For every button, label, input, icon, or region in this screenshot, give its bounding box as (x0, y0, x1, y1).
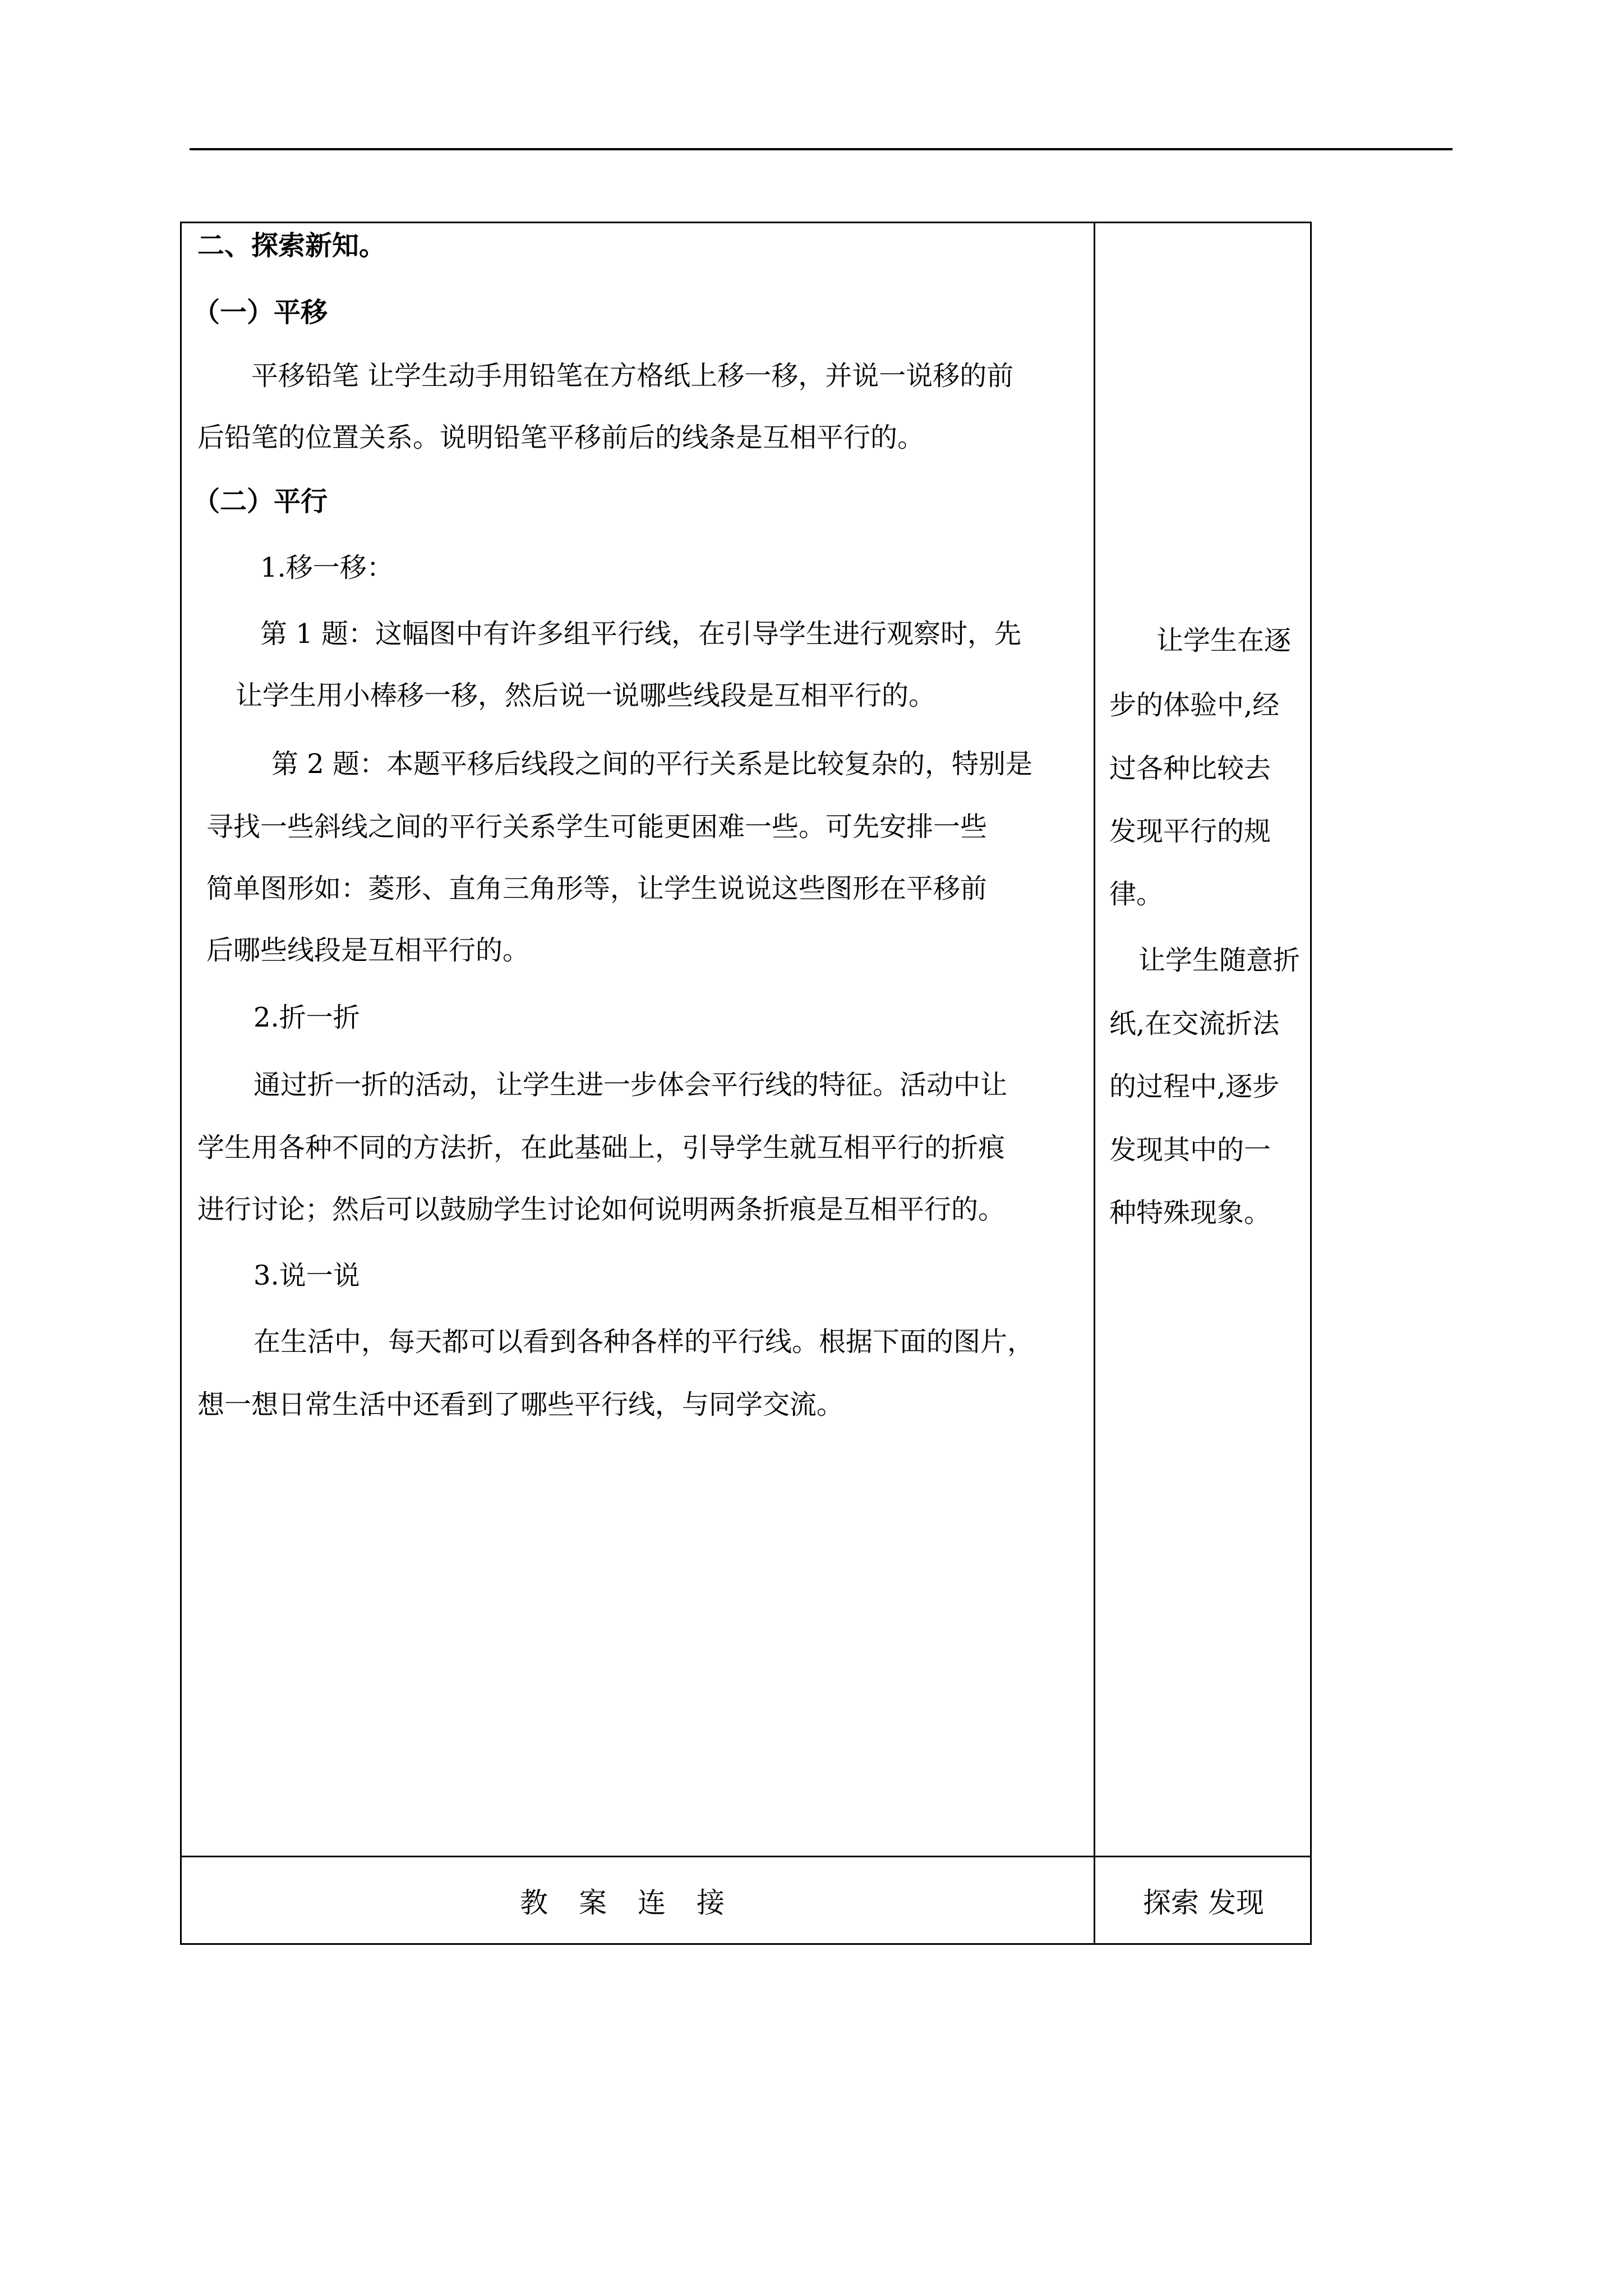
side-note-line: 步的体验中,经 (1109, 689, 1280, 721)
header-rule (190, 148, 1453, 150)
section-heading: 二、探索新知。 (197, 230, 386, 261)
side-notes-cell (1109, 223, 1300, 1853)
item2-paragraph-line: 通过折一折的活动，让学生进一步体会平行线的特征。活动中让 (253, 1069, 1008, 1101)
item1-title: 1.移一移： (260, 552, 394, 583)
column-divider (1094, 223, 1095, 1943)
side-note-line: 让学生在逐 (1156, 625, 1292, 656)
item1-question2-line: 简单图形如：菱形、直角三角形等，让学生说说这些图形在平移前 (206, 873, 988, 904)
item1-question2-line: 后哪些线段是互相平行的。 (206, 935, 530, 966)
item2-paragraph-line: 进行讨论；然后可以鼓励学生讨论如何说明两条折痕是互相平行的。 (197, 1194, 1006, 1225)
item2-paragraph-line: 学生用各种不同的方法折，在此基础上，引导学生就互相平行的折痕 (197, 1132, 1006, 1163)
main-content-cell (193, 223, 1082, 1853)
side-note-line: 的过程中,逐步 (1109, 1071, 1280, 1102)
side-note-line: 让学生随意折 (1138, 945, 1301, 976)
section1-paragraph-line: 平移铅笔 让学生动手用铅笔在方格纸上移一移，并说一说移的前 (251, 360, 1014, 392)
item3-paragraph-line: 在生活中，每天都可以看到各种各样的平行线。根据下面的图片， (253, 1326, 1035, 1358)
footer-label-left: 教案连接 (520, 1886, 755, 1919)
item1-question2-line: 寻找一些斜线之间的平行关系学生可能更困难一些。可先安排一些 (206, 811, 988, 843)
section1-paragraph-line: 后铅笔的位置关系。说明铅笔平移前后的线条是互相平行的。 (197, 422, 925, 453)
lesson-plan-table (180, 222, 1312, 1945)
side-note-line: 种特殊现象。 (1109, 1197, 1271, 1228)
side-note-line: 过各种比较去 (1109, 753, 1271, 784)
item1-question1-line: 第 1 题：这幅图中有许多组平行线，在引导学生进行观察时，先 (260, 618, 1022, 650)
section1-title: （一）平移 (193, 297, 328, 328)
item3-paragraph-line: 想一想日常生活中还看到了哪些平行线，与同学交流。 (197, 1389, 844, 1420)
section2-title: （二）平行 (193, 486, 328, 517)
side-note-line: 发现平行的规 (1109, 816, 1271, 847)
item2-title: 2.折一折 (253, 1002, 360, 1033)
item1-question2-line: 第 2 题：本题平移后线段之间的平行关系是比较复杂的，特别是 (271, 748, 1033, 780)
side-note-line: 纸,在交流折法 (1109, 1008, 1280, 1039)
side-note-line: 发现其中的一 (1109, 1134, 1271, 1166)
item3-title: 3.说一说 (253, 1260, 360, 1291)
item1-question1-line: 让学生用小棒移一移，然后说一说哪些线段是互相平行的。 (236, 680, 936, 711)
side-note-line: 律。 (1109, 878, 1164, 910)
footer-label-right: 探索 发现 (1143, 1886, 1264, 1919)
